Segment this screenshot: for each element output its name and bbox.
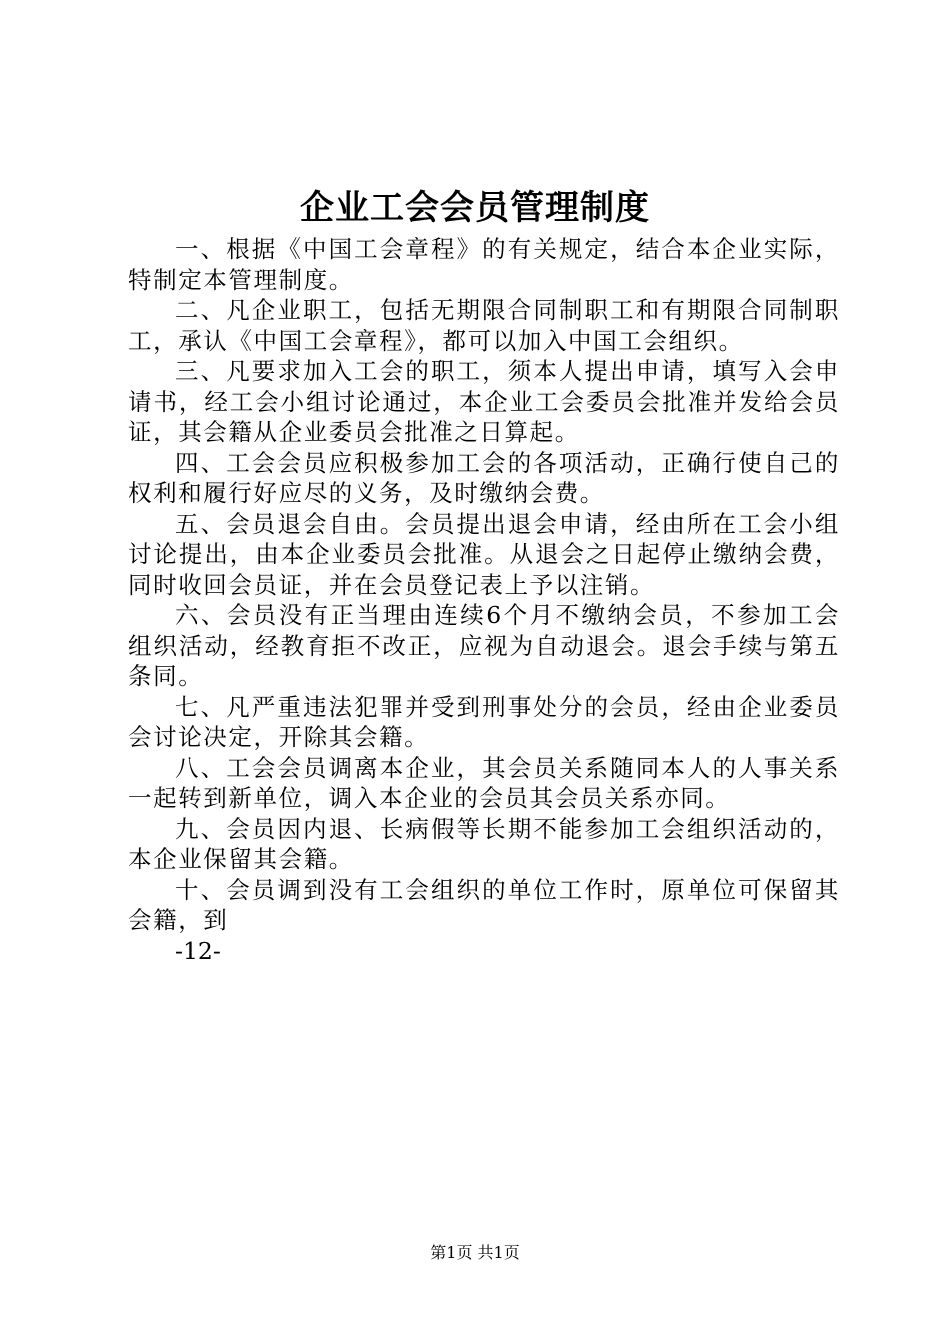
article-4: 四、工会会员应积极参加工会的各项活动，正确行使自己的权利和履行好应尽的义务，及时缴纳会费。 xyxy=(128,448,840,507)
document-body xyxy=(128,234,840,966)
article-10: 十、会员调到没有工会组织的单位工作时，原单位可保留其会籍，到 xyxy=(128,875,840,934)
article-2: 二、凡企业职工，包括无期限合同制职工和有期限合同制职工，承认《中国工会章程》，都可以加入中国工会组织。 xyxy=(128,296,840,355)
document-title: 企业工会会员管理制度 xyxy=(300,188,650,228)
article-6: 六、会员没有正当理由连续6个月不缴纳会员，不参加工会组织活动，经教育拒不改正，应视为自动退会。退会手续与第五条同。 xyxy=(128,601,840,690)
page-footer: 第1页 共1页 xyxy=(430,1243,520,1262)
article-9: 九、会员因内退、长病假等长期不能参加工会组织活动的，本企业保留其会籍。 xyxy=(128,814,840,873)
article-1: 一、根据《中国工会章程》的有关规定，结合本企业实际，特制定本管理制度。 xyxy=(128,235,840,294)
article-3: 三、凡要求加入工会的职工，须本人提出申请，填写入会申请书，经工会小组讨论通过，本企业工会委员会批准并发给会员证，其会籍从企业委员会批准之日算起。 xyxy=(128,357,840,446)
article-5: 五、会员退会自由。会员提出退会申请，经由所在工会小组讨论提出，由本企业委员会批准。从退会之日起停止缴纳会费，同时收回会员证，并在会员登记表上予以注销。 xyxy=(128,509,840,599)
inline-page-number: -12- xyxy=(175,936,221,965)
article-8: 八、工会会员调离本企业，其会员关系随同本人的人事关系一起转到新单位，调入本企业的会员其会员关系亦同。 xyxy=(128,753,840,812)
article-7: 七、凡严重违法犯罪并受到刑事处分的会员，经由企业委员会讨论决定，开除其会籍。 xyxy=(128,692,840,751)
